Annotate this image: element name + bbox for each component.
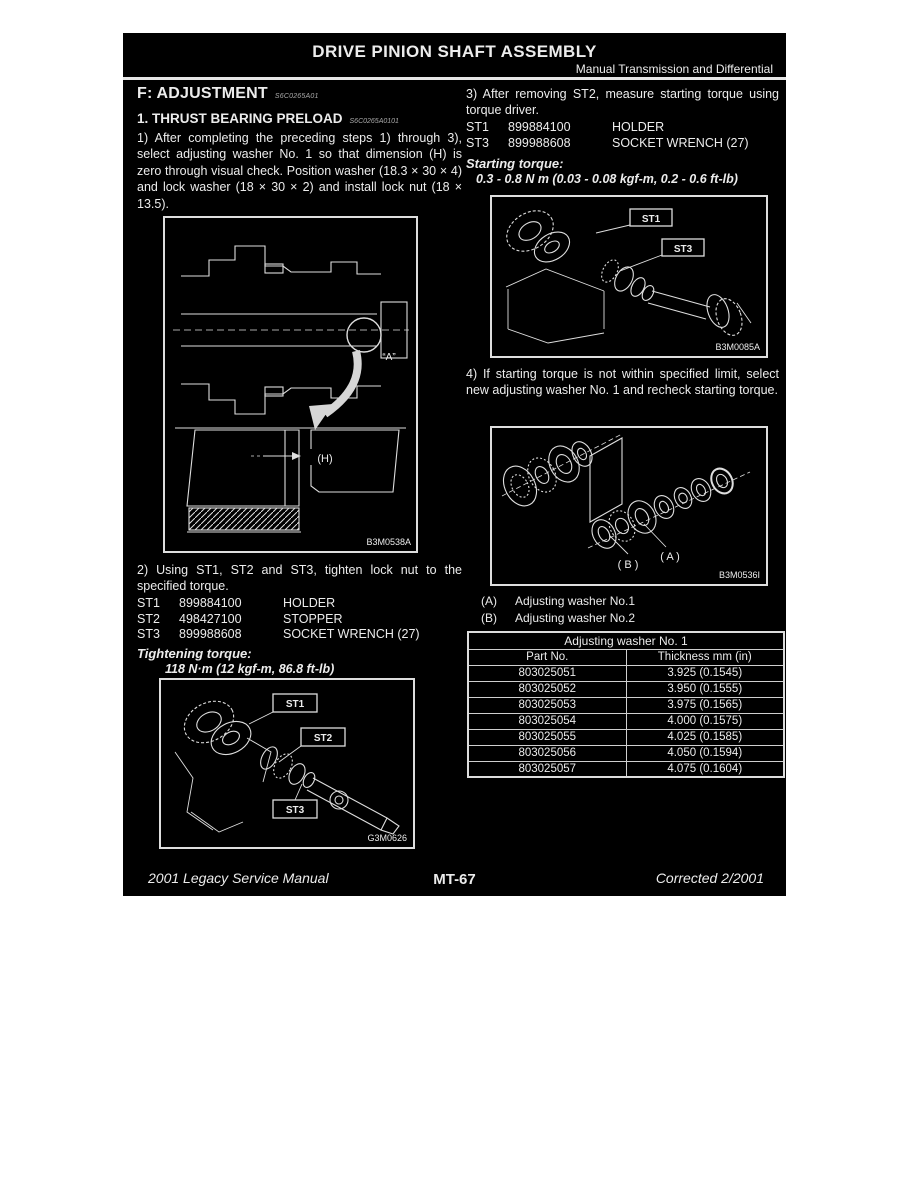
- figure2-code: G3M0626: [367, 833, 407, 843]
- legend-key: (A): [481, 594, 497, 608]
- figure4-code: B3M0536I: [718, 570, 760, 580]
- tool-name: SOCKET WRENCH (27): [612, 135, 749, 150]
- washer-legend: [481, 593, 781, 626]
- figure-starting-torque-setup: [490, 195, 768, 358]
- dimension-h-label: (H): [317, 453, 333, 465]
- table-header-row: [468, 649, 784, 665]
- table-row: [468, 745, 784, 761]
- tool-row: [137, 596, 462, 612]
- tightening-torque-label: Tightening torque:: [137, 646, 252, 661]
- figure-exploded-washers: [490, 426, 768, 586]
- figure-pinion-cross-section: [163, 216, 418, 553]
- starting-torque-value: 0.3 - 0.8 N m (0.03 - 0.08 kgf-m, 0.2 - 0.6 ft-lb): [476, 172, 738, 186]
- step2-paragraph: 2) Using ST1, ST2 and ST3, tighten lock nut to the specified torque.: [137, 563, 462, 594]
- page-title: DRIVE PINION SHAFT ASSEMBLY: [312, 42, 597, 61]
- subsection-heading: [137, 111, 399, 126]
- tool-st: ST1: [137, 596, 160, 610]
- thickness-cell: 3.925 (0.1545): [626, 665, 784, 681]
- st1-label: ST1: [641, 214, 661, 225]
- exploded-washers-drawing: [492, 428, 766, 584]
- tool-row: [137, 627, 462, 643]
- tool-st: ST1: [466, 120, 489, 134]
- detail-circle-label: “A”: [382, 352, 396, 363]
- tool-name: HOLDER: [612, 120, 665, 134]
- footer-revision: Corrected 2/2001: [655, 870, 764, 886]
- figure1-code: B3M0538A: [366, 537, 411, 547]
- pinion-cross-section-drawing: [165, 218, 416, 551]
- tool-name: HOLDER: [283, 596, 336, 610]
- tightening-torque-value: 118 N·m (12 kgf-m, 86.8 ft-lb): [165, 662, 335, 676]
- part-no-cell: 803025057: [468, 761, 626, 777]
- legend-key: (B): [481, 610, 497, 625]
- tool-row: [466, 136, 779, 152]
- table-title-row: [468, 632, 784, 649]
- legend-row: [481, 593, 781, 610]
- section-heading-text: F: ADJUSTMENT: [137, 85, 268, 102]
- subsection-heading-text: 1. THRUST BEARING PRELOAD: [137, 111, 343, 126]
- table-row: [468, 729, 784, 745]
- tool-part: 899988608: [179, 627, 242, 642]
- starting-torque-drawing: [492, 197, 766, 356]
- step3-paragraph: 3) After removing ST2, measure starting torque using torque driver.: [466, 87, 779, 118]
- page-subtitle: Manual Transmission and Differential: [575, 62, 773, 76]
- step1-paragraph: 1) After completing the preceding steps 1) through 3), select adjusting washer No. 1 so that dimension (H) is zero through visual check. Position washer (18.3 × 30 × 4) and lock washer (18 × 30 × 2) and install lock nut (18 × 13.5).: [137, 131, 462, 211]
- tool-name: STOPPER: [283, 611, 343, 626]
- part-no-cell: 803025056: [468, 745, 626, 761]
- st2-label: ST2: [313, 733, 333, 744]
- header-rule: [123, 77, 786, 80]
- starting-torque-label: Starting torque:: [466, 156, 564, 171]
- footer-page-number: MT-67: [433, 871, 476, 888]
- tool-part: 899884100: [179, 596, 242, 610]
- thickness-cell: 3.975 (0.1565): [626, 697, 784, 713]
- adjusting-washer-table: [467, 631, 785, 778]
- tool-row: [466, 120, 779, 136]
- tool-list-left: [137, 596, 462, 643]
- thickness-cell: 3.950 (0.1555): [626, 681, 784, 697]
- figure3-code: B3M0085A: [715, 342, 760, 352]
- step4-paragraph: 4) If starting torque is not within specified limit, select new adjusting washer No. 1 and recheck starting torque.: [466, 367, 779, 398]
- part-no-cell: 803025054: [468, 713, 626, 729]
- st3-label: ST3: [673, 244, 693, 255]
- washer-b-label: ( B ): [617, 559, 639, 571]
- table-title: Adjusting washer No. 1: [468, 632, 784, 649]
- footer-manual-name: 2001 Legacy Service Manual: [148, 870, 329, 886]
- subsection-code: S6C0265A0101: [349, 118, 399, 125]
- table-row: [468, 761, 784, 777]
- thickness-cell: 4.000 (0.1575): [626, 713, 784, 729]
- washer-a-label: ( A ): [660, 551, 680, 563]
- part-no-cell: 803025051: [468, 665, 626, 681]
- part-no-cell: 803025052: [468, 681, 626, 697]
- tool-part: 899988608: [508, 135, 571, 150]
- table-row: [468, 697, 784, 713]
- tool-st: ST3: [137, 627, 160, 642]
- tool-part: 899884100: [508, 120, 571, 134]
- legend-text: Adjusting washer No.2: [515, 610, 636, 625]
- thickness-cell: 4.025 (0.1585): [626, 729, 784, 745]
- table-row: [468, 713, 784, 729]
- col-part-no: Part No.: [468, 649, 626, 665]
- thickness-cell: 4.075 (0.1604): [626, 761, 784, 777]
- thickness-cell: 4.050 (0.1594): [626, 745, 784, 761]
- figure-tightening-setup: [159, 678, 415, 849]
- tightening-setup-drawing: [161, 680, 413, 847]
- tool-name: SOCKET WRENCH (27): [283, 627, 420, 642]
- tool-row: [137, 612, 462, 628]
- tool-part: 498427100: [179, 611, 242, 626]
- table-row: [468, 665, 784, 681]
- tool-st: ST3: [466, 135, 489, 150]
- part-no-cell: 803025055: [468, 729, 626, 745]
- manual-page: [123, 33, 786, 896]
- legend-text: Adjusting washer No.1: [515, 594, 636, 608]
- part-no-cell: 803025053: [468, 697, 626, 713]
- section-code: S6C0265A01: [274, 93, 319, 100]
- legend-row: [481, 610, 781, 627]
- tool-list-right: [466, 120, 779, 151]
- table-row: [468, 681, 784, 697]
- col-thickness: Thickness mm (in): [626, 649, 784, 665]
- section-heading: [137, 85, 319, 103]
- tool-st: ST2: [137, 611, 160, 626]
- st3-label: ST3: [285, 805, 305, 816]
- st1-label: ST1: [285, 699, 305, 710]
